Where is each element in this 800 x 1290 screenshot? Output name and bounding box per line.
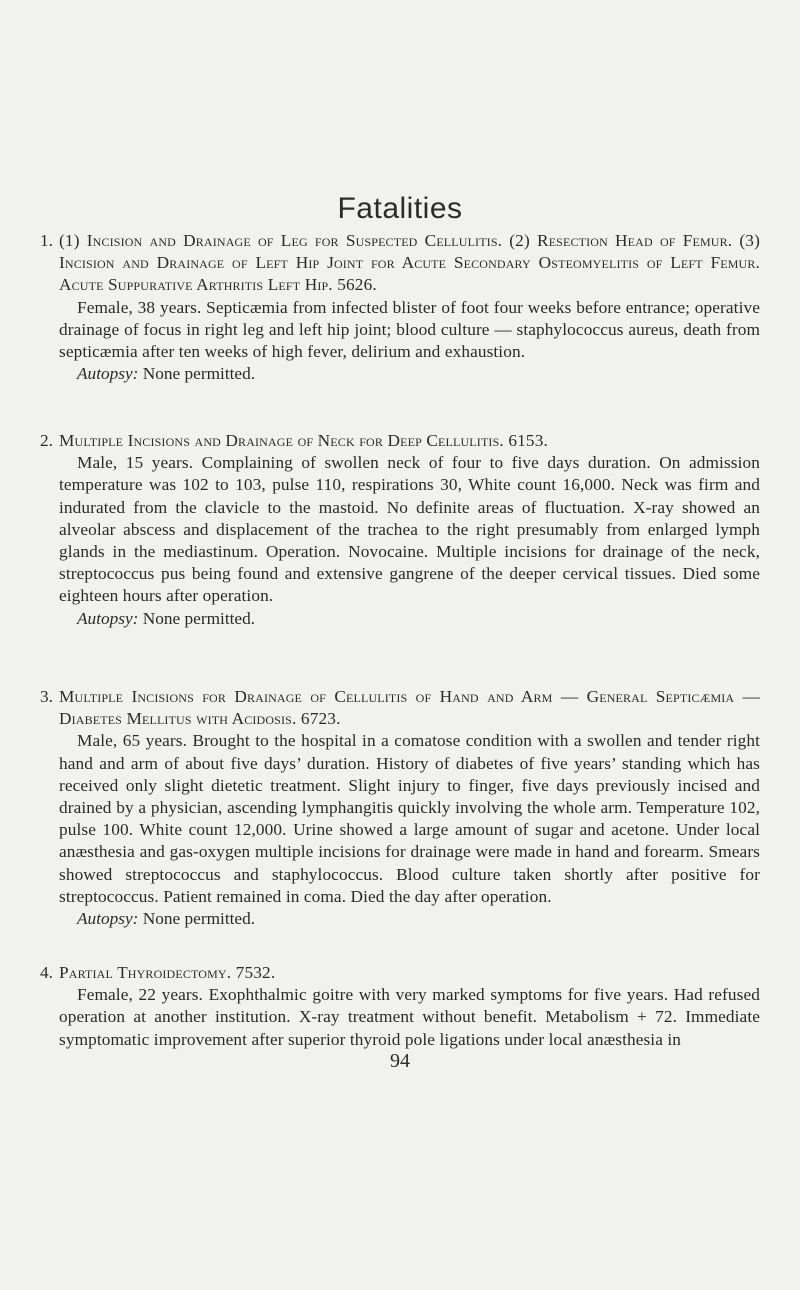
case-number: 2. [40, 431, 53, 450]
case-heading: Partial Thyroidectomy. 7532. [59, 963, 276, 982]
case-entry-4 [40, 962, 760, 1051]
case-entry-2 [40, 430, 760, 630]
case-description: Female, 22 years. Exophthalmic goitre with very marked symptoms for five years. Had refused operation at another institution. X-ray treatment without benefit. Metabolism + 72. Immediate symptomatic improvement after superior thyroid pole ligations under local anæsthesia in [59, 985, 760, 1049]
autopsy-text: None permitted. [142, 364, 256, 384]
autopsy-label: Autopsy: [77, 909, 139, 929]
case-description: Female, 38 years. Septicæmia from infected blister of foot four weeks before entrance; operative drainage of focus in right leg and left hip joint; blood culture — staphylococcus aureus, death from septicæmia after ten weeks of high fever, delirium and exhaustion. [59, 297, 760, 362]
case-heading: Multiple Incisions for Drainage of Cellulitis of Hand and Arm — General Septicæmia — Diabetes Mellitus with Acidosis. 6723. [59, 687, 760, 729]
case-number: 1. [40, 231, 53, 250]
page-number: 94 [390, 1050, 410, 1072]
case-entry-1 [40, 230, 760, 385]
autopsy-label: Autopsy: [77, 608, 139, 628]
case-number: 3. [40, 687, 53, 706]
case-number: 4. [40, 963, 53, 982]
autopsy-note [59, 608, 760, 630]
case-heading: (1) Incision and Drainage of Leg for Suspected Cellulitis. (2) Resection Head of Femur. (3) Incision and Drainage of Left Hip Joint for Acute Secondary Osteomyelitis of Left Femur. Acute Suppurative Arthritis Left Hip. 5626. [59, 231, 760, 295]
case-entry-3 [40, 686, 760, 930]
autopsy-text: None permitted. [142, 608, 256, 628]
autopsy-text: None permitted. [142, 909, 256, 929]
case-description: Male, 15 years. Complaining of swollen neck of four to five days duration. On admission temperature was 102 to 103, pulse 110, respirations 30, White count 16,000. Neck was firm and indurated from the clavicle to the mastoid. No definite areas of fluctuation. X-ray showed an alveolar abscess and displacement of the trachea to the right presumably from enlarged lymph glands in the mediastinum. Operation. Novocaine. Multiple incisions for drainage of the neck, streptococcus pus being found and extensive gangrene of the deeper cervical tissues. Died some eighteen hours after operation. [59, 453, 760, 606]
case-heading: Multiple Incisions and Drainage of Neck for Deep Cellulitis. 6153. [59, 431, 548, 450]
autopsy-note [59, 908, 760, 930]
case-description: Male, 65 years. Brought to the hospital in a comatose condition with a swollen and tender right hand and arm of about five days’ duration. History of diabetes of five years’ standing which has received only slight dietetic treatment. Slight injury to finger, five days previously incised and drained by a physician, ascending lymphangitis quickly involving the whole arm. Temperature 102, pulse 100. White count 12,000. Urine showed a large amount of sugar and acetone. Under local anæsthesia and gas-oxygen multiple incisions for drainage were made in hand and forearm. Smears showed streptococcus and staphylococcus. Blood culture taken shortly after positive for streptococcus. Patient remained in coma. Died the day after operation. [59, 731, 760, 906]
page-title: Fatalities [337, 192, 463, 225]
autopsy-label: Autopsy: [77, 364, 139, 384]
autopsy-note [59, 363, 760, 385]
